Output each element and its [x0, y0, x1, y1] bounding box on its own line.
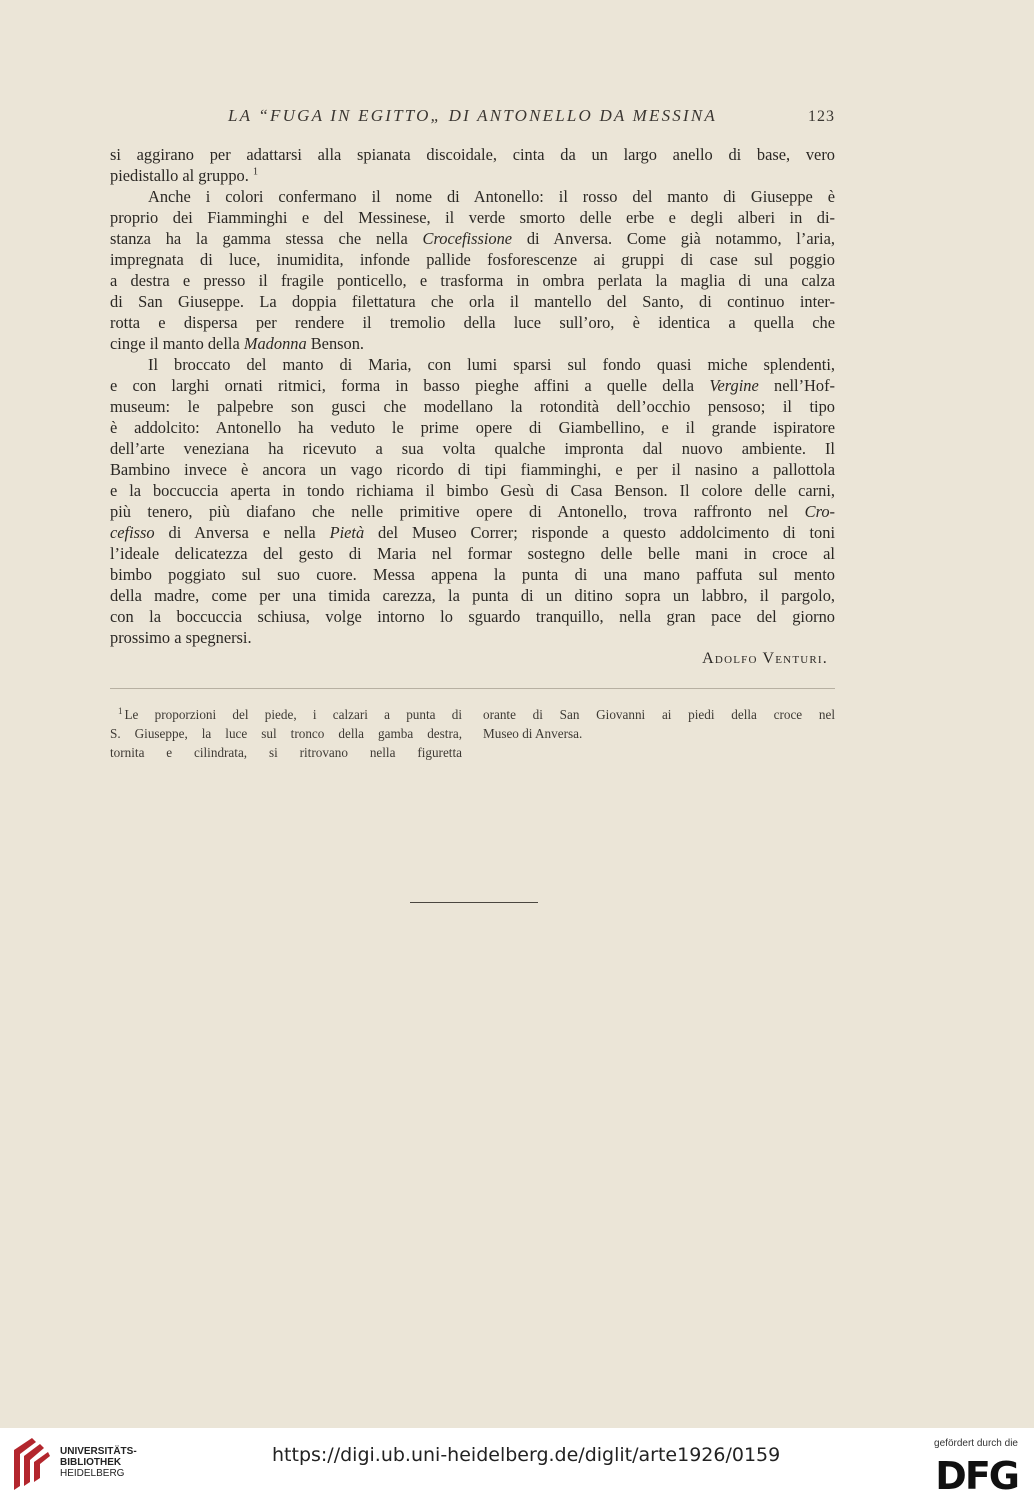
text-line: rotta e dispersa per rendere il tremolio della luce sull’oro, è identica a quella che [110, 313, 835, 332]
text-line: e con larghi ornati ritmici, forma in basso pieghe affini a quelle della Vergine nell’Hof- [110, 376, 835, 395]
text-line: di San Giuseppe. La doppia filettatura che orla il mantello del Santo, di continuo inter- [110, 292, 835, 311]
running-title: LA “FUGA IN EGITTO„ DI ANTONELLO DA MESSINA [228, 106, 717, 125]
permalink-url[interactable]: https://digi.ub.uni-heidelberg.de/diglit/arte1926/0159 [272, 1444, 781, 1466]
text-line: più tenero, più diafano che nelle primitive opere di Antonello, trova raffronto nel Cro- [110, 502, 835, 521]
footnote-divider [110, 688, 835, 689]
footnote-line-content: Le proporzioni del piede, i calzari a punta di [124, 707, 462, 722]
text-line-content: piedistallo al gruppo. [110, 166, 249, 185]
text-line: della madre, come per una timida carezza, la punta di un ditino sopra un labbro, il pargolo, [110, 586, 835, 605]
footnote-line: S. Giuseppe, la luce sul tronco della gamba destra, [110, 726, 462, 741]
text-line: Bambino invece è ancora un vago ricordo di tipi fiamminghi, e per il nasino a pallottola [110, 460, 835, 479]
text-line: con la boccuccia schiusa, volge intorno lo sguardo tranquillo, nella gran pace del giorno [110, 607, 835, 626]
text-line: museum: le palpebre son gusci che modellano la rotondità dell’occhio pensoso; il tipo [110, 397, 835, 416]
footnote-line [110, 705, 462, 724]
author-signature: Adolfo Venturi. [702, 650, 828, 667]
article-body [110, 144, 835, 648]
funding-note: gefördert durch die [934, 1438, 1018, 1449]
text-line: prossimo a spegnersi. [110, 628, 252, 647]
footnote-column-left [110, 705, 462, 762]
footnote-line: Museo di Anversa. [483, 726, 583, 741]
text-line: cinge il manto della Madonna Benson. [110, 334, 365, 353]
dfg-logo[interactable]: DFG [935, 1454, 1018, 1498]
library-line: BIBLIOTHEK [60, 1457, 122, 1468]
footnote-line: tornita e cilindrata, si ritrovano nella figuretta [110, 745, 462, 760]
viewer-footer [0, 1428, 1034, 1502]
library-line: HEIDELBERG [60, 1468, 125, 1479]
text-line: proprio dei Fiamminghi e del Messinese, il verde smorto delle erbe e degli alberi in di- [110, 208, 835, 227]
text-line: cefisso di Anversa e nella Pietà del Museo Correr; risponde a questo addolcimento di toni [110, 523, 836, 542]
text-line: dell’arte veneziana ha ricevuto a sua volta qualche impronta dal nuovo ambiente. Il [110, 439, 835, 458]
footnote-column-right [483, 705, 835, 743]
running-header [110, 106, 835, 130]
text-line: è addolcito: Antonello ha veduto le prime opere di Giambellino, e il grande ispiratore [110, 418, 835, 437]
university-library-name [60, 1446, 137, 1479]
footnote-line: orante di San Giovanni ai piedi della croce nel [483, 707, 835, 722]
footnote-reference[interactable]: 1 [252, 166, 258, 178]
text-line: si aggirano per adattarsi alla spianata discoidale, cinta da un largo anello di base, vero [110, 145, 835, 164]
text-line: e la boccuccia aperta in tondo richiama il bimbo Gesù di Casa Benson. Il colore delle carni, [110, 481, 835, 500]
university-logo-icon[interactable] [10, 1436, 52, 1492]
page-number: 123 [808, 108, 835, 125]
footnotes [110, 705, 835, 765]
text-line [110, 165, 835, 186]
text-line: Anche i colori confermano il nome di Antonello: il rosso del manto di Giuseppe è [148, 187, 835, 206]
text-line: a destra e presso il fragile ponticello, e trasforma in ombra perlata la maglia di una calza [110, 271, 835, 290]
text-line: stanza ha la gamma stessa che nella Crocefissione di Anversa. Come già notammo, l’aria, [110, 229, 835, 248]
text-line: Il broccato del manto di Maria, con lumi sparsi sul fondo quasi miche splendenti, [148, 355, 835, 374]
text-line: l’ideale delicatezza del gesto di Maria nel formar sostegno delle belle mani in croce al [110, 544, 835, 563]
text-line: impregnata di luce, inumidita, infonde pallide fosforescenze ai gruppi di case sul poggio [110, 250, 835, 269]
footnote-marker: 1 [118, 705, 123, 716]
text-line: bimbo poggiato sul suo cuore. Messa appena la punta di una mano paffuta sul mento [110, 565, 835, 584]
library-line: UNIVERSITÄTS- [60, 1446, 137, 1457]
end-rule [410, 902, 538, 903]
